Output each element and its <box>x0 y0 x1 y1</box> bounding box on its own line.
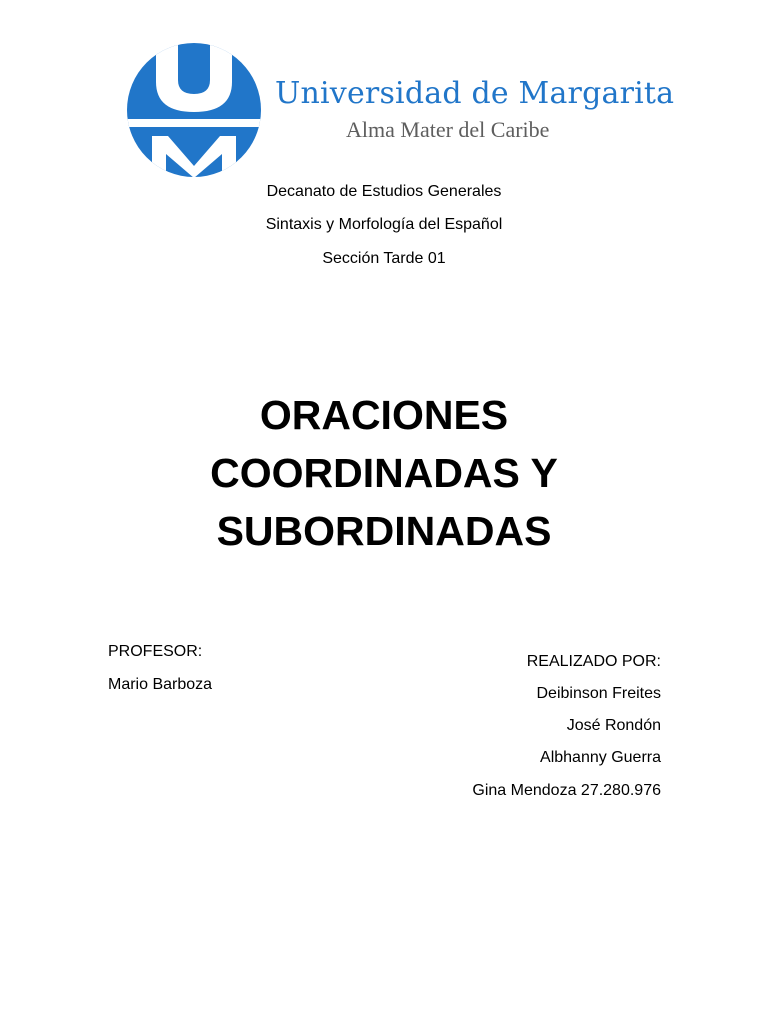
faculty-line: Decanato de Estudios Generales <box>266 183 502 200</box>
author-name: Gina Mendoza 27.280.976 <box>472 782 661 799</box>
professor-label: PROFESOR: <box>108 643 203 660</box>
authors-label: REALIZADO POR: <box>526 653 661 670</box>
university-name: Universidad de Margarita <box>275 76 675 111</box>
title-line-1: ORACIONES <box>259 392 509 438</box>
document-title <box>0 386 768 560</box>
university-logo-icon <box>126 42 262 178</box>
university-tagline: Alma Mater del Caribe <box>346 117 550 142</box>
author-name: Albhanny Guerra <box>540 749 661 766</box>
professor-name: Mario Barboza <box>108 676 213 693</box>
author-name: José Rondón <box>566 717 661 734</box>
course-line: Sintaxis y Morfología del Español <box>265 216 503 233</box>
title-line-3: SUBORDINADAS <box>216 508 552 554</box>
section-line: Sección Tarde 01 <box>322 250 446 267</box>
author-name: Deibinson Freites <box>536 685 661 702</box>
title-line-2: COORDINADAS Y <box>210 450 558 496</box>
